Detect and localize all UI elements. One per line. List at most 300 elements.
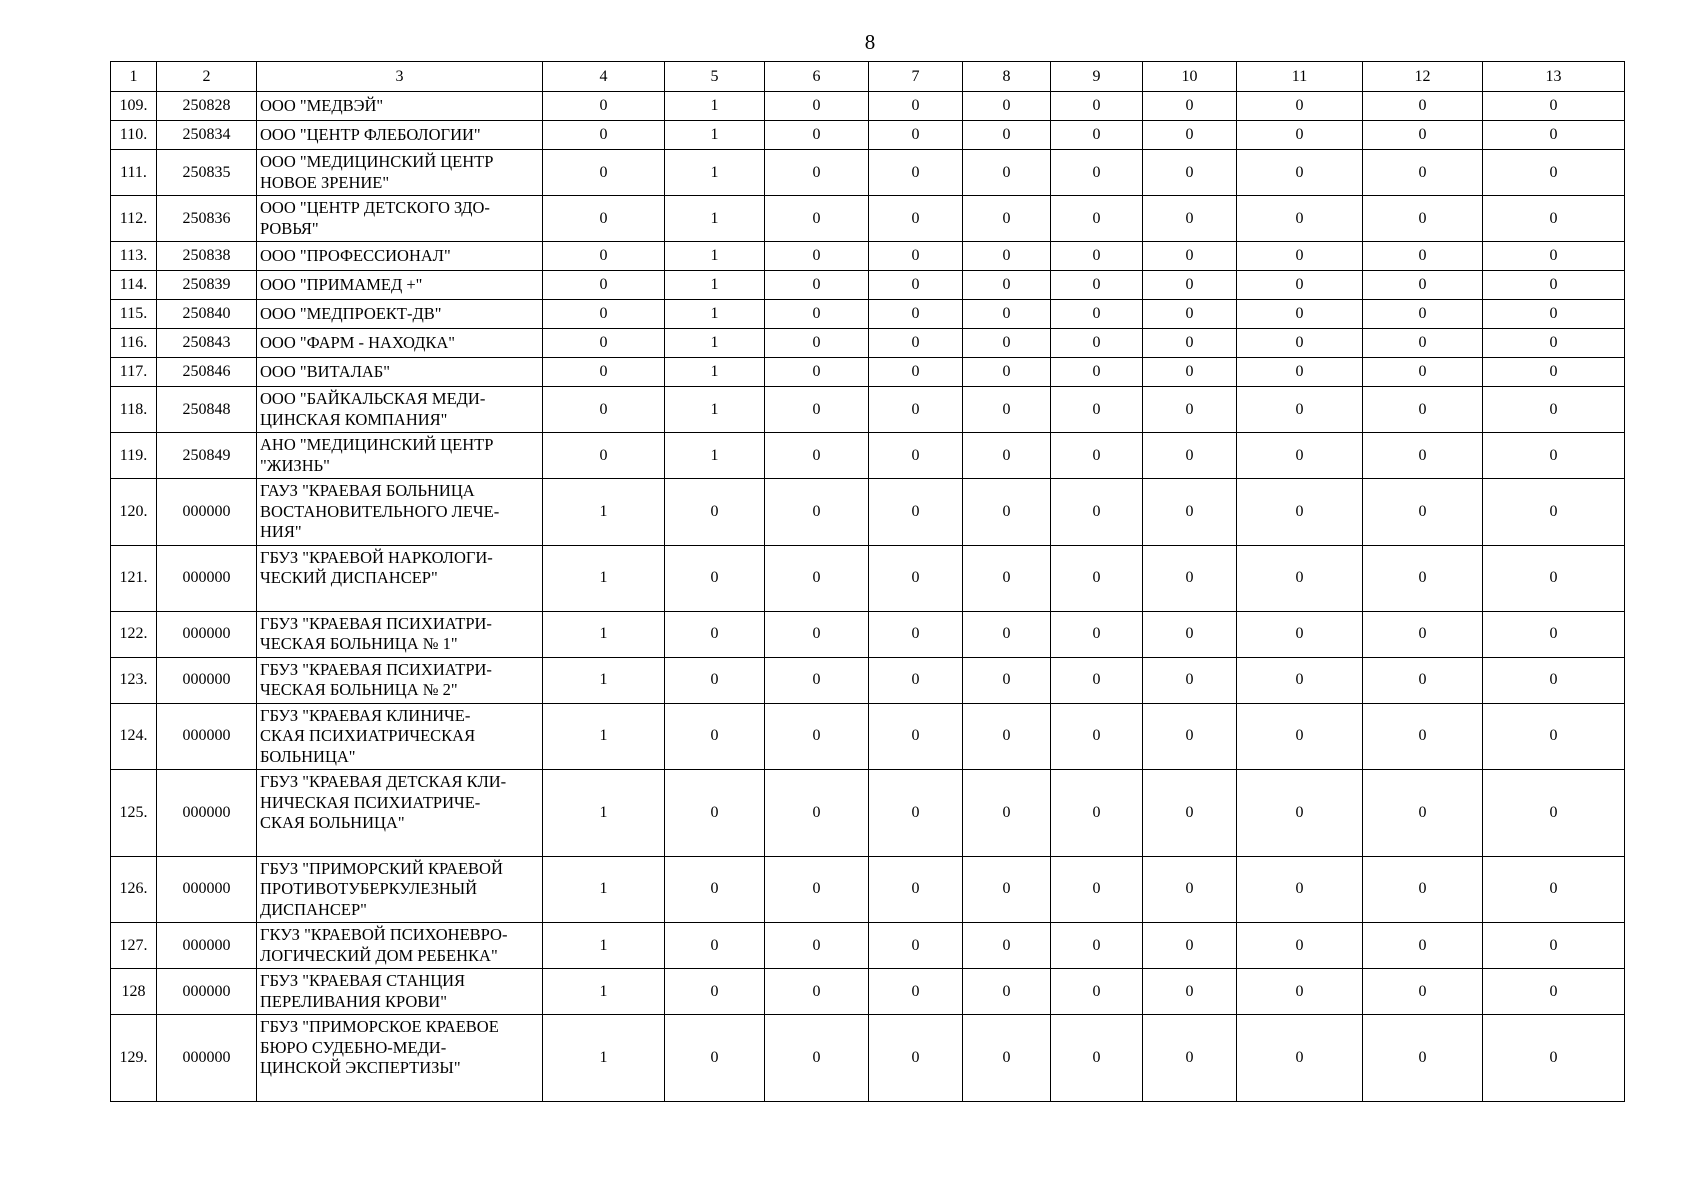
table-row	[111, 657, 1625, 703]
org-code: 250835	[157, 150, 257, 196]
row-number: 129.	[111, 1015, 157, 1102]
value-cell-col-10: 0	[1143, 300, 1237, 329]
value-cell-col-12: 0	[1363, 358, 1483, 387]
org-name-line: ООО "ПРОФЕССИОНАЛ"	[260, 245, 451, 265]
column-header: 8	[963, 62, 1051, 92]
org-name-line: БОЛЬНИЦА"	[260, 746, 356, 766]
column-header: 10	[1143, 62, 1237, 92]
org-name-line: ВОСТАНОВИТЕЛЬНОГО ЛЕЧЕ-	[260, 501, 500, 521]
value-cell-col-9: 0	[1051, 770, 1143, 857]
org-code: 250828	[157, 92, 257, 121]
value-cell-col-10: 0	[1143, 150, 1237, 196]
value-cell-col-11: 0	[1237, 770, 1363, 857]
org-code: 250849	[157, 433, 257, 479]
value-cell-col-11: 0	[1237, 92, 1363, 121]
value-cell-col-12: 0	[1363, 545, 1483, 611]
org-name-line: ГАУЗ "КРАЕВАЯ БОЛЬНИЦА	[260, 481, 475, 500]
value-cell-col-8: 0	[963, 92, 1051, 121]
value-cell-col-13: 0	[1483, 242, 1625, 271]
value-cell-col-6: 0	[765, 271, 869, 300]
value-cell-col-9: 0	[1051, 329, 1143, 358]
value-cell-col-13: 0	[1483, 150, 1625, 196]
value-cell-col-7: 0	[869, 300, 963, 329]
org-code: 000000	[157, 923, 257, 969]
column-header: 7	[869, 62, 963, 92]
org-code: 000000	[157, 969, 257, 1015]
value-cell-col-6: 0	[765, 121, 869, 150]
value-cell-col-12: 0	[1363, 121, 1483, 150]
row-number: 123.	[111, 657, 157, 703]
table-row	[111, 196, 1625, 242]
row-number: 115.	[111, 300, 157, 329]
value-cell-col-9: 0	[1051, 271, 1143, 300]
table-row	[111, 387, 1625, 433]
row-number: 110.	[111, 121, 157, 150]
org-code: 000000	[157, 545, 257, 611]
value-cell-col-12: 0	[1363, 770, 1483, 857]
value-cell-col-7: 0	[869, 770, 963, 857]
row-number: 119.	[111, 433, 157, 479]
value-cell-col-9: 0	[1051, 300, 1143, 329]
value-cell-col-10: 0	[1143, 271, 1237, 300]
value-cell-col-4: 0	[543, 300, 665, 329]
table-row	[111, 329, 1625, 358]
value-cell-col-7: 0	[869, 358, 963, 387]
org-name-line: ООО "ЦЕНТР ФЛЕБОЛОГИИ"	[260, 124, 481, 144]
column-header: 1	[111, 62, 157, 92]
value-cell-col-9: 0	[1051, 1015, 1143, 1102]
value-cell-col-7: 0	[869, 271, 963, 300]
value-cell-col-5: 0	[665, 770, 765, 857]
table-row	[111, 703, 1625, 770]
value-cell-col-4: 1	[543, 1015, 665, 1102]
value-cell-col-4: 0	[543, 358, 665, 387]
table-row	[111, 242, 1625, 271]
value-cell-col-10: 0	[1143, 545, 1237, 611]
value-cell-col-7: 0	[869, 611, 963, 657]
value-cell-col-11: 0	[1237, 703, 1363, 770]
value-cell-col-13: 0	[1483, 545, 1625, 611]
value-cell-col-12: 0	[1363, 479, 1483, 546]
value-cell-col-4: 0	[543, 329, 665, 358]
table-row	[111, 121, 1625, 150]
value-cell-col-7: 0	[869, 242, 963, 271]
value-cell-col-7: 0	[869, 121, 963, 150]
column-header: 5	[665, 62, 765, 92]
org-code: 000000	[157, 657, 257, 703]
value-cell-col-4: 1	[543, 703, 665, 770]
value-cell-col-13: 0	[1483, 611, 1625, 657]
value-cell-col-12: 0	[1363, 657, 1483, 703]
org-name-line: ГБУЗ "КРАЕВАЯ КЛИНИЧЕ-	[260, 705, 471, 725]
value-cell-col-11: 0	[1237, 923, 1363, 969]
org-name-line: ГБУЗ "КРАЕВАЯ ПСИХИАТРИ-	[260, 659, 492, 679]
value-cell-col-6: 0	[765, 329, 869, 358]
value-cell-col-13: 0	[1483, 856, 1625, 923]
value-cell-col-7: 0	[869, 196, 963, 242]
value-cell-col-12: 0	[1363, 433, 1483, 479]
value-cell-col-9: 0	[1051, 479, 1143, 546]
value-cell-col-11: 0	[1237, 271, 1363, 300]
value-cell-col-6: 0	[765, 387, 869, 433]
value-cell-col-10: 0	[1143, 703, 1237, 770]
value-cell-col-10: 0	[1143, 923, 1237, 969]
value-cell-col-4: 1	[543, 770, 665, 857]
value-cell-col-7: 0	[869, 545, 963, 611]
value-cell-col-11: 0	[1237, 121, 1363, 150]
row-number: 127.	[111, 923, 157, 969]
value-cell-col-13: 0	[1483, 657, 1625, 703]
value-cell-col-8: 0	[963, 611, 1051, 657]
org-name-line: ГБУЗ "ПРИМОРСКИЙ КРАЕВОЙ	[260, 858, 503, 878]
value-cell-col-6: 0	[765, 433, 869, 479]
org-name-line: БЮРО СУДЕБНО-МЕДИ-	[260, 1037, 447, 1057]
table-row	[111, 479, 1625, 546]
org-name	[257, 1015, 543, 1102]
value-cell-col-5: 1	[665, 92, 765, 121]
org-code: 250848	[157, 387, 257, 433]
org-name-line: НИЯ"	[260, 522, 302, 541]
value-cell-col-8: 0	[963, 856, 1051, 923]
value-cell-col-7: 0	[869, 92, 963, 121]
org-name	[257, 121, 543, 150]
table-row	[111, 856, 1625, 923]
value-cell-col-13: 0	[1483, 479, 1625, 546]
row-number: 120.	[111, 479, 157, 546]
value-cell-col-10: 0	[1143, 969, 1237, 1015]
org-name-line: ГКУЗ "КРАЕВОЙ ПСИХОНЕВРО-	[260, 925, 508, 944]
column-header: 13	[1483, 62, 1625, 92]
table-row	[111, 92, 1625, 121]
value-cell-col-13: 0	[1483, 92, 1625, 121]
value-cell-col-5: 1	[665, 196, 765, 242]
value-cell-col-9: 0	[1051, 121, 1143, 150]
row-number: 124.	[111, 703, 157, 770]
org-name-line: НИЧЕСКАЯ ПСИХИАТРИЧЕ-	[260, 792, 481, 812]
value-cell-col-10: 0	[1143, 1015, 1237, 1102]
value-cell-col-11: 0	[1237, 479, 1363, 546]
value-cell-col-12: 0	[1363, 1015, 1483, 1102]
value-cell-col-5: 0	[665, 479, 765, 546]
value-cell-col-10: 0	[1143, 856, 1237, 923]
value-cell-col-6: 0	[765, 300, 869, 329]
value-cell-col-13: 0	[1483, 271, 1625, 300]
value-cell-col-4: 0	[543, 92, 665, 121]
value-cell-col-12: 0	[1363, 300, 1483, 329]
value-cell-col-10: 0	[1143, 479, 1237, 546]
value-cell-col-8: 0	[963, 923, 1051, 969]
value-cell-col-12: 0	[1363, 703, 1483, 770]
value-cell-col-11: 0	[1237, 329, 1363, 358]
value-cell-col-4: 0	[543, 387, 665, 433]
org-code: 000000	[157, 611, 257, 657]
value-cell-col-11: 0	[1237, 358, 1363, 387]
value-cell-col-5: 1	[665, 271, 765, 300]
org-name	[257, 271, 543, 300]
value-cell-col-11: 0	[1237, 150, 1363, 196]
value-cell-col-7: 0	[869, 150, 963, 196]
column-header: 4	[543, 62, 665, 92]
value-cell-col-8: 0	[963, 329, 1051, 358]
table-row	[111, 271, 1625, 300]
value-cell-col-8: 0	[963, 196, 1051, 242]
value-cell-col-5: 1	[665, 300, 765, 329]
column-header: 2	[157, 62, 257, 92]
value-cell-col-11: 0	[1237, 300, 1363, 329]
value-cell-col-4: 0	[543, 150, 665, 196]
org-name-line: ЛОГИЧЕСКИЙ ДОМ РЕБЕНКА"	[260, 945, 498, 965]
org-name-line: ЦИНСКАЯ КОМПАНИЯ"	[260, 409, 448, 429]
value-cell-col-10: 0	[1143, 770, 1237, 857]
value-cell-col-13: 0	[1483, 300, 1625, 329]
value-cell-col-9: 0	[1051, 387, 1143, 433]
value-cell-col-8: 0	[963, 770, 1051, 857]
value-cell-col-11: 0	[1237, 856, 1363, 923]
org-name	[257, 242, 543, 271]
value-cell-col-5: 1	[665, 387, 765, 433]
org-name	[257, 300, 543, 329]
org-code: 000000	[157, 770, 257, 857]
org-name	[257, 923, 543, 969]
org-name-line: ООО "МЕДВЭЙ"	[260, 95, 384, 115]
org-code: 250843	[157, 329, 257, 358]
value-cell-col-13: 0	[1483, 969, 1625, 1015]
row-number: 111.	[111, 150, 157, 196]
org-name-line: АНО "МЕДИЦИНСКИЙ ЦЕНТР	[260, 435, 494, 454]
column-header: 3	[257, 62, 543, 92]
value-cell-col-9: 0	[1051, 611, 1143, 657]
value-cell-col-4: 0	[543, 433, 665, 479]
org-name-line: ПЕРЕЛИВАНИЯ КРОВИ"	[260, 991, 447, 1011]
org-name-line: СКАЯ ПСИХИАТРИЧЕСКАЯ	[260, 726, 476, 745]
org-name	[257, 479, 543, 546]
value-cell-col-13: 0	[1483, 358, 1625, 387]
value-cell-col-8: 0	[963, 271, 1051, 300]
value-cell-col-4: 1	[543, 657, 665, 703]
value-cell-col-5: 0	[665, 611, 765, 657]
value-cell-col-7: 0	[869, 387, 963, 433]
value-cell-col-9: 0	[1051, 923, 1143, 969]
column-header: 12	[1363, 62, 1483, 92]
row-number: 112.	[111, 196, 157, 242]
org-name	[257, 387, 543, 433]
value-cell-col-5: 0	[665, 923, 765, 969]
value-cell-col-5: 0	[665, 703, 765, 770]
value-cell-col-8: 0	[963, 969, 1051, 1015]
value-cell-col-7: 0	[869, 703, 963, 770]
row-number: 109.	[111, 92, 157, 121]
table-row	[111, 923, 1625, 969]
value-cell-col-4: 0	[543, 196, 665, 242]
value-cell-col-11: 0	[1237, 545, 1363, 611]
value-cell-col-12: 0	[1363, 856, 1483, 923]
org-name-line: НОВОЕ ЗРЕНИЕ"	[260, 172, 390, 192]
value-cell-col-6: 0	[765, 657, 869, 703]
org-name-line: ГБУЗ "КРАЕВАЯ ПСИХИАТРИ-	[260, 613, 492, 633]
value-cell-col-10: 0	[1143, 242, 1237, 271]
table-body	[111, 92, 1625, 1102]
value-cell-col-5: 1	[665, 329, 765, 358]
value-cell-col-6: 0	[765, 479, 869, 546]
value-cell-col-12: 0	[1363, 387, 1483, 433]
value-cell-col-10: 0	[1143, 121, 1237, 150]
value-cell-col-11: 0	[1237, 657, 1363, 703]
org-name-line: ГБУЗ "КРАЕВАЯ СТАНЦИЯ	[260, 971, 466, 990]
value-cell-col-6: 0	[765, 196, 869, 242]
org-name	[257, 433, 543, 479]
value-cell-col-5: 0	[665, 969, 765, 1015]
org-name-line: ГБУЗ "КРАЕВАЯ ДЕТСКАЯ КЛИ-	[260, 772, 507, 791]
org-name	[257, 770, 543, 857]
column-header: 6	[765, 62, 869, 92]
value-cell-col-6: 0	[765, 770, 869, 857]
value-cell-col-9: 0	[1051, 196, 1143, 242]
value-cell-col-12: 0	[1363, 271, 1483, 300]
table-row	[111, 300, 1625, 329]
value-cell-col-7: 0	[869, 856, 963, 923]
value-cell-col-5: 1	[665, 358, 765, 387]
value-cell-col-5: 1	[665, 150, 765, 196]
value-cell-col-5: 0	[665, 856, 765, 923]
value-cell-col-5: 0	[665, 657, 765, 703]
value-cell-col-13: 0	[1483, 923, 1625, 969]
org-name-line: СКАЯ БОЛЬНИЦА"	[260, 813, 405, 832]
value-cell-col-7: 0	[869, 433, 963, 479]
value-cell-col-12: 0	[1363, 242, 1483, 271]
value-cell-col-6: 0	[765, 1015, 869, 1102]
org-code: 000000	[157, 479, 257, 546]
value-cell-col-6: 0	[765, 969, 869, 1015]
value-cell-col-13: 0	[1483, 703, 1625, 770]
org-name	[257, 856, 543, 923]
org-name-line: ЧЕСКИЙ ДИСПАНСЕР"	[260, 568, 438, 587]
table-row	[111, 1015, 1625, 1102]
org-name-line: "ЖИЗНЬ"	[260, 455, 330, 475]
column-header: 9	[1051, 62, 1143, 92]
value-cell-col-12: 0	[1363, 196, 1483, 242]
value-cell-col-5: 0	[665, 545, 765, 611]
org-code: 250838	[157, 242, 257, 271]
org-name-line: ООО "ПРИМАМЕД +"	[260, 274, 423, 294]
value-cell-col-7: 0	[869, 657, 963, 703]
value-cell-col-10: 0	[1143, 329, 1237, 358]
table-row	[111, 611, 1625, 657]
org-code: 250834	[157, 121, 257, 150]
org-name-line: ООО "МЕДПРОЕКТ-ДВ"	[260, 303, 442, 323]
row-number: 126.	[111, 856, 157, 923]
value-cell-col-7: 0	[869, 479, 963, 546]
value-cell-col-6: 0	[765, 545, 869, 611]
value-cell-col-7: 0	[869, 969, 963, 1015]
org-code: 250839	[157, 271, 257, 300]
value-cell-col-4: 0	[543, 271, 665, 300]
value-cell-col-13: 0	[1483, 387, 1625, 433]
org-name	[257, 92, 543, 121]
row-number: 117.	[111, 358, 157, 387]
value-cell-col-5: 1	[665, 433, 765, 479]
value-cell-col-6: 0	[765, 856, 869, 923]
row-number: 118.	[111, 387, 157, 433]
value-cell-col-11: 0	[1237, 1015, 1363, 1102]
value-cell-col-6: 0	[765, 703, 869, 770]
value-cell-col-8: 0	[963, 150, 1051, 196]
org-name	[257, 969, 543, 1015]
row-number: 116.	[111, 329, 157, 358]
value-cell-col-11: 0	[1237, 196, 1363, 242]
row-number: 128	[111, 969, 157, 1015]
value-cell-col-13: 0	[1483, 196, 1625, 242]
value-cell-col-8: 0	[963, 242, 1051, 271]
org-name-line: ГБУЗ "ПРИМОРСКОЕ КРАЕВОЕ	[260, 1017, 499, 1036]
value-cell-col-8: 0	[963, 703, 1051, 770]
value-cell-col-11: 0	[1237, 611, 1363, 657]
value-cell-col-6: 0	[765, 358, 869, 387]
org-name-line: РОВЬЯ"	[260, 218, 319, 238]
org-name-line: ООО "ФАРМ - НАХОДКА"	[260, 332, 456, 352]
org-code: 250840	[157, 300, 257, 329]
value-cell-col-5: 0	[665, 1015, 765, 1102]
table-row	[111, 358, 1625, 387]
org-name	[257, 150, 543, 196]
table-row	[111, 433, 1625, 479]
value-cell-col-11: 0	[1237, 433, 1363, 479]
value-cell-col-8: 0	[963, 433, 1051, 479]
value-cell-col-13: 0	[1483, 433, 1625, 479]
value-cell-col-10: 0	[1143, 196, 1237, 242]
value-cell-col-13: 0	[1483, 1015, 1625, 1102]
table-row	[111, 150, 1625, 196]
value-cell-col-8: 0	[963, 1015, 1051, 1102]
value-cell-col-4: 1	[543, 545, 665, 611]
org-name	[257, 545, 543, 611]
org-name-line: ООО "БАЙКАЛЬСКАЯ МЕДИ-	[260, 389, 486, 408]
value-cell-col-9: 0	[1051, 92, 1143, 121]
value-cell-col-11: 0	[1237, 387, 1363, 433]
value-cell-col-12: 0	[1363, 923, 1483, 969]
value-cell-col-6: 0	[765, 242, 869, 271]
value-cell-col-10: 0	[1143, 433, 1237, 479]
value-cell-col-4: 0	[543, 242, 665, 271]
table-row	[111, 545, 1625, 611]
value-cell-col-4: 0	[543, 121, 665, 150]
value-cell-col-7: 0	[869, 923, 963, 969]
value-cell-col-10: 0	[1143, 387, 1237, 433]
org-name	[257, 611, 543, 657]
org-name-line: ЧЕСКАЯ БОЛЬНИЦА № 1"	[260, 634, 458, 653]
value-cell-col-11: 0	[1237, 969, 1363, 1015]
org-name-line: ДИСПАНСЕР"	[260, 899, 367, 919]
value-cell-col-4: 1	[543, 856, 665, 923]
org-name-line	[260, 589, 540, 609]
value-cell-col-12: 0	[1363, 969, 1483, 1015]
org-name	[257, 703, 543, 770]
value-cell-col-8: 0	[963, 479, 1051, 546]
org-name-line: ООО "МЕДИЦИНСКИЙ ЦЕНТР	[260, 152, 494, 171]
value-cell-col-9: 0	[1051, 657, 1143, 703]
value-cell-col-9: 0	[1051, 545, 1143, 611]
value-cell-col-6: 0	[765, 150, 869, 196]
value-cell-col-5: 1	[665, 121, 765, 150]
row-number: 113.	[111, 242, 157, 271]
value-cell-col-9: 0	[1051, 856, 1143, 923]
value-cell-col-5: 1	[665, 242, 765, 271]
value-cell-col-6: 0	[765, 92, 869, 121]
value-cell-col-4: 1	[543, 479, 665, 546]
data-table	[110, 61, 1625, 1102]
value-cell-col-13: 0	[1483, 329, 1625, 358]
value-cell-col-12: 0	[1363, 329, 1483, 358]
org-code: 000000	[157, 703, 257, 770]
